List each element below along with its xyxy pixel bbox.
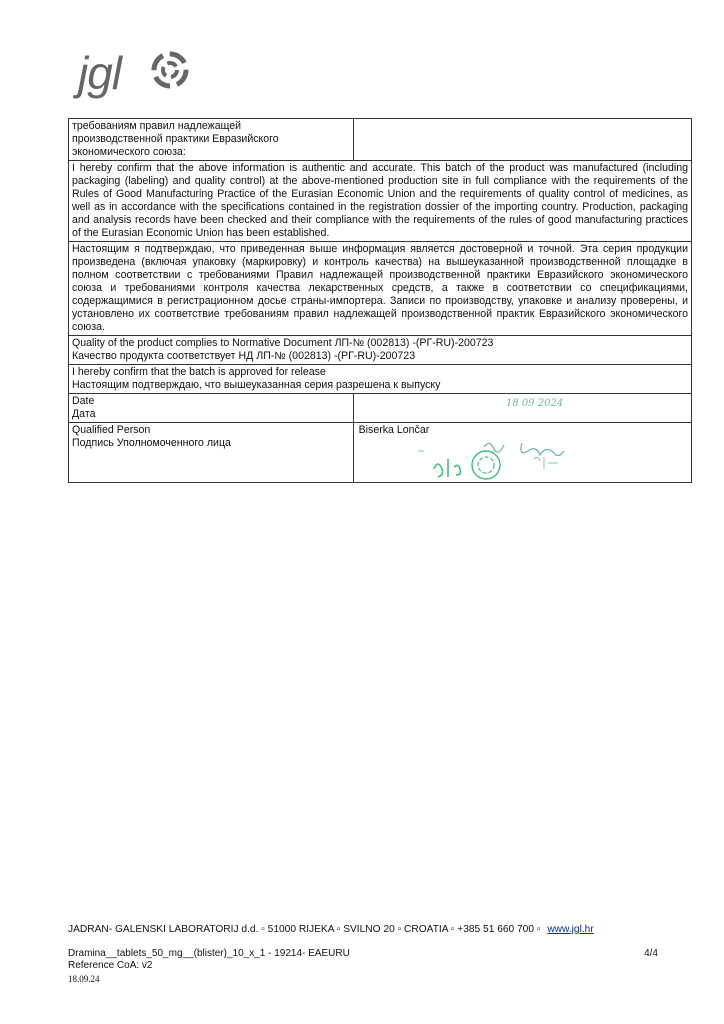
- document-footer: [68, 948, 658, 972]
- company-logo: [78, 40, 198, 110]
- reference-coa: Reference CoA: v2: [68, 960, 153, 971]
- requirements-cell: [69, 119, 354, 161]
- handwritten-date: [504, 394, 574, 410]
- confirmation-russian: Настоящим я подтверждаю, что приведенная выше информация является достоверной и точной. Эта серия продукции произведена (включая упаковку (маркировку) и контроль качества) на вышеуказанной производственной площадке в полном соответствии с требованиями Правил надлежащей производственной практики Евразийского экономического союза и требованиями контроля качества лекарственных средств, а также в соответствии со спецификациями, содержащимися в регистрационном досье страны-импортера. Записи по производству, упаковке и анализу проверены, и установлено их соответствие требованиям правил надлежащей производственной практик Евразийского экономического союза.: [69, 242, 692, 336]
- logo-swirl-icon: [150, 50, 190, 90]
- quality-cell: [69, 336, 692, 365]
- document-name: Dramina__tablets_50_mg__(blister)_10_x_1 - 19214- EAEURU: [68, 948, 350, 959]
- svg-text:18 09 2024: 18 09 2024: [505, 398, 563, 409]
- date-label-russian: Дата: [72, 408, 96, 420]
- table-row: [69, 365, 692, 394]
- date-label-cell: [69, 394, 354, 423]
- empty-cell: [353, 119, 691, 161]
- release-english: I hereby confirm that the batch is approved for release: [72, 366, 326, 378]
- release-cell: [69, 365, 692, 394]
- company-footer: [68, 924, 658, 935]
- quality-english: Quality of the product complies to Normative Document ЛП-№ (002813) -(РГ-RU)-200723: [72, 337, 494, 349]
- requirements-line: требованиям правил надлежащей: [72, 120, 242, 132]
- qp-signature-cell: [353, 423, 691, 483]
- date-label-english: Date: [72, 395, 95, 407]
- certificate-table: [68, 118, 692, 483]
- logo-wordmark: jgl: [78, 47, 122, 99]
- website-link[interactable]: www.jgl.hr: [547, 924, 594, 935]
- table-row: [69, 394, 692, 423]
- qp-label-russian: Подпись Уполномоченного лица: [72, 437, 231, 449]
- requirements-line: экономического союза:: [72, 146, 186, 158]
- table-row: [69, 119, 692, 161]
- date-value-cell: [353, 394, 691, 423]
- confirmation-english: I hereby confirm that the above information is authentic and accurate. This batch of the product was manufactured (including packaging (labeling) and quality control) at the above-mentioned production site in full compliance with the requirements of the Rules of Good Manufacturing Practice of the Eurasian Economic Union and the requirements of quality control of medicines, as well as in accordance with the specifications contained in the registration dossier of the importing country. Production, packaging and analysis records have been checked and their compliance with the requirements of the rules of good manufacturing practices of the Eurasian Economic Union has been established.: [69, 161, 692, 242]
- signature-and-stamp: [414, 437, 604, 483]
- table-row: [69, 242, 692, 336]
- table-row: [69, 423, 692, 483]
- company-address: JADRAN- GALENSKI LABORATORIJ d.d. ▫ 51000 RIJEKA ▫ SVILNO 20 ▫ CROATIA ▫ +385 51 660 700 ▫: [68, 924, 541, 935]
- quality-russian: Качество продукта соответствует НД ЛП-№ (002813) -(РГ-RU)-200723: [72, 350, 416, 362]
- qp-label-cell: [69, 423, 354, 483]
- table-row: [69, 161, 692, 242]
- print-date: 18.09.24: [68, 974, 100, 984]
- requirements-line: производственной практики Евразийского: [72, 133, 279, 145]
- page-number: 4/4: [644, 948, 658, 959]
- table-row: [69, 336, 692, 365]
- release-russian: Настоящим подтверждаю, что вышеуказанная серия разрешена к выпуску: [72, 379, 441, 391]
- qp-name: Biserka Lončar: [358, 424, 430, 436]
- qp-label-english: Qualified Person: [72, 424, 151, 436]
